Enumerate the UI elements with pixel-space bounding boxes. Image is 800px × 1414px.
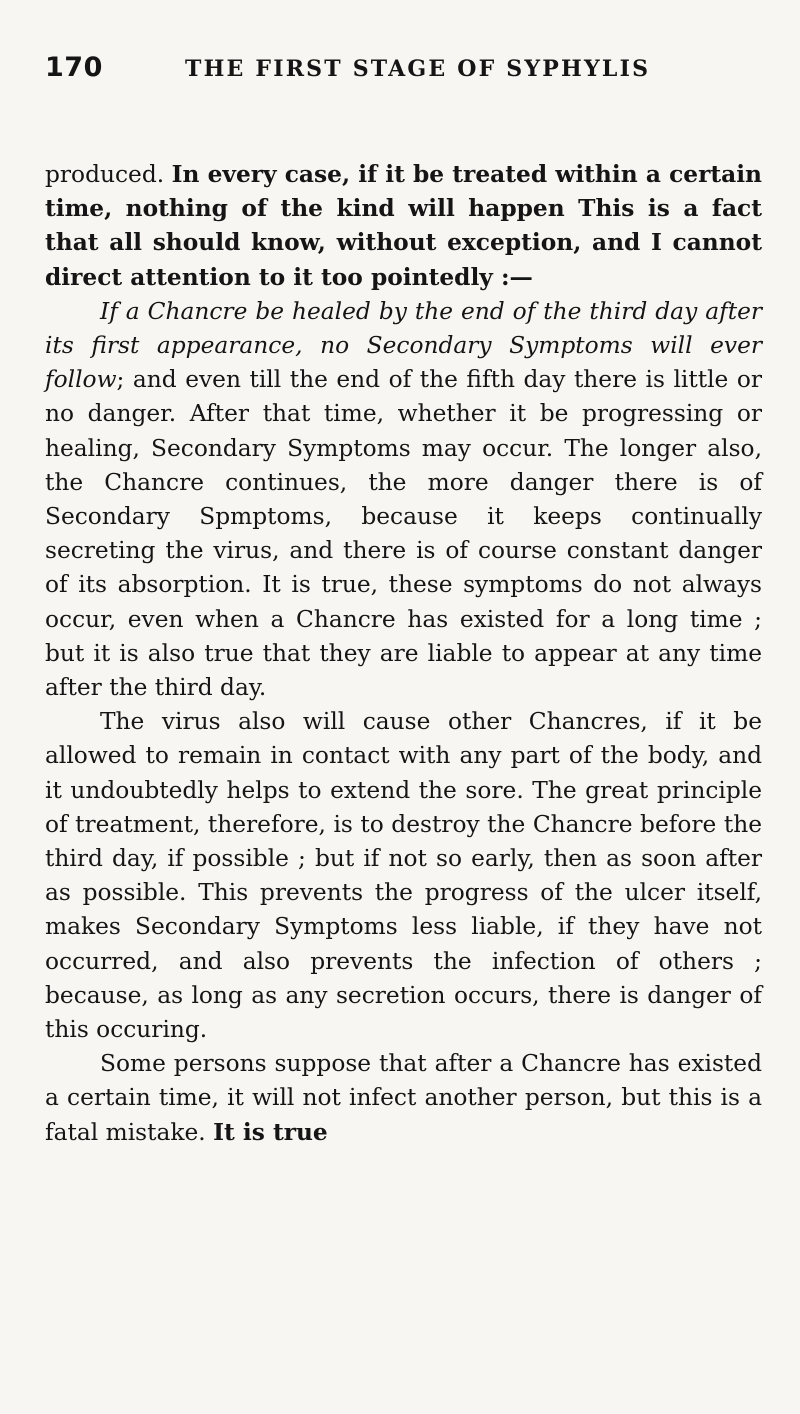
paragraph-4 bbox=[45, 1047, 762, 1150]
paragraph-2-segment-3: It is true, these symptoms do not always occur, even when a Chancre has existed for a long time ; but it is also true that they are liable to appear at any time after the third day. bbox=[45, 571, 763, 702]
paragraph-2-italic-rule: If a Chancre be healed by the end of the third day after its first appearance, no Secondary Symptoms will ever follow bbox=[45, 297, 762, 394]
paragraph-1-segment-1: produced. bbox=[45, 161, 172, 188]
paragraph-2-segment-2: ; and even till the end of the fifth day there is little or no danger. After that time, whether it be progressing or healing, Secondary Symptoms may occur. The longer also, the Chancre continues, the more danger there is of Secondary Spmptoms, because it keeps continually secreting the virus, and there is of course constant danger of its absorption. bbox=[45, 366, 762, 599]
paragraph-3-segment-1: The virus also will cause other Chancres, if it be allowed to remain in contact with any part of the body, and it undoubtedly helps to extend the sore. The great principle of treatment, therefore, is to destroy the Chancre before the third day, if possible ; but if not so early, then as soon after as possible. This prevents the progress of the ulcer itself, makes Secondary Symptoms less liable, if they have not occurred, and also prevents the infection of others ; because, as long as any secretion occurs, there is danger of this occuring. bbox=[45, 708, 762, 1044]
paragraph-2 bbox=[45, 295, 762, 705]
paragraph-1-segment-2: In every case, if it be treated within a certain time, nothing of the kind will happen This is a fact that all should know, without exception, and I cannot direct attention to it too pointedly :— bbox=[45, 161, 762, 291]
paragraph-4-segment-2: It is true bbox=[213, 1118, 328, 1146]
page-number: 170 bbox=[45, 52, 103, 83]
running-head bbox=[45, 52, 762, 106]
paragraph-3 bbox=[45, 705, 762, 1047]
running-title: THE FIRST STAGE OF SYPHYLIS bbox=[185, 56, 651, 82]
body-text bbox=[45, 158, 762, 1150]
paragraph-4-segment-1: Some persons suppose that after a Chancre has existed a certain time, it will not infect another person, but this is a fatal mistake. bbox=[45, 1050, 762, 1146]
paragraph-1 bbox=[45, 158, 762, 295]
